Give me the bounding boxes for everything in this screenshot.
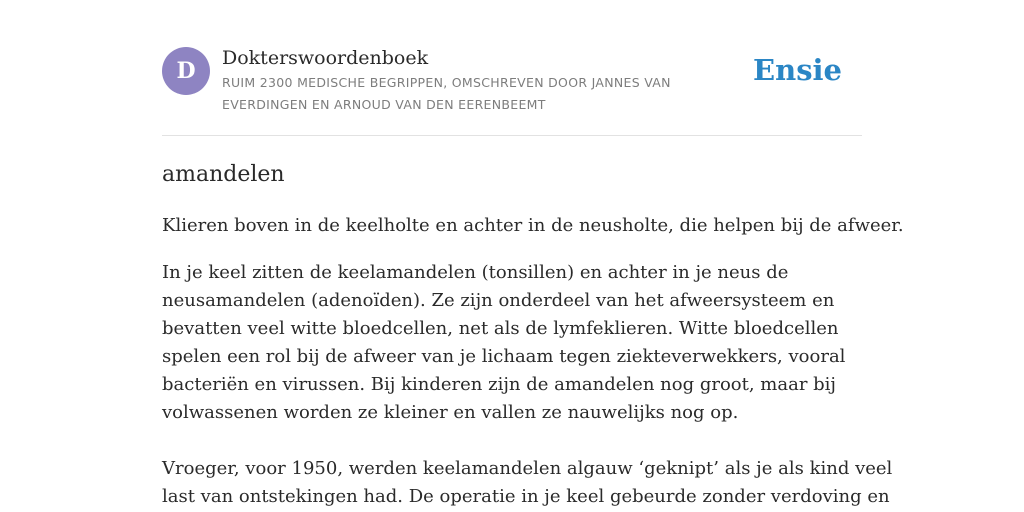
entry-definition: Klieren boven in de keelholte en achter in de neusholte, die helpen bij de afweer. (162, 215, 904, 236)
dictionary-subtitle-line-2: EVERDINGEN EN ARNOUD VAN DEN EERENBEEMT (222, 97, 546, 112)
body-line: In je keel zitten de keelamandelen (tonsillen) en achter in je neus de (162, 262, 789, 283)
body-line: bacteriën en virussen. Bij kinderen zijn de amandelen nog groot, maar bij (162, 374, 837, 395)
body-line: neusamandelen (adenoïden). Ze zijn onderdeel van het afweersysteem en (162, 290, 835, 311)
ensie-logo-link[interactable]: Ensie (753, 53, 842, 87)
dictionary-subtitle-line-1: RUIM 2300 MEDISCHE BEGRIPPEN, OMSCHREVEN DOOR JANNES VAN (222, 75, 671, 90)
body-line: Vroeger, voor 1950, werden keelamandelen algauw ‘geknipt’ als je als kind veel (162, 458, 893, 479)
body-line: spelen een rol bij de afweer van je lichaam tegen ziekteverwekkers, vooral (162, 346, 846, 367)
body-line: bevatten veel witte bloedcellen, net als de lymfeklieren. Witte bloedcellen (162, 318, 839, 339)
dictionary-avatar[interactable]: D (162, 47, 210, 95)
dictionary-header (162, 0, 862, 136)
body-line: volwassenen worden ze kleiner en vallen ze nauwelijks nog op. (162, 402, 739, 423)
dictionary-title[interactable]: Dokterswoordenboek (222, 47, 429, 69)
entry-term: amandelen (162, 162, 285, 187)
paragraph-gap (162, 427, 862, 455)
body-line: last van ontstekingen had. De operatie in je keel gebeurde zonder verdoving en (162, 486, 890, 507)
content-column (162, 0, 904, 507)
entry-body (162, 259, 893, 511)
dictionary-subtitle (222, 72, 702, 116)
